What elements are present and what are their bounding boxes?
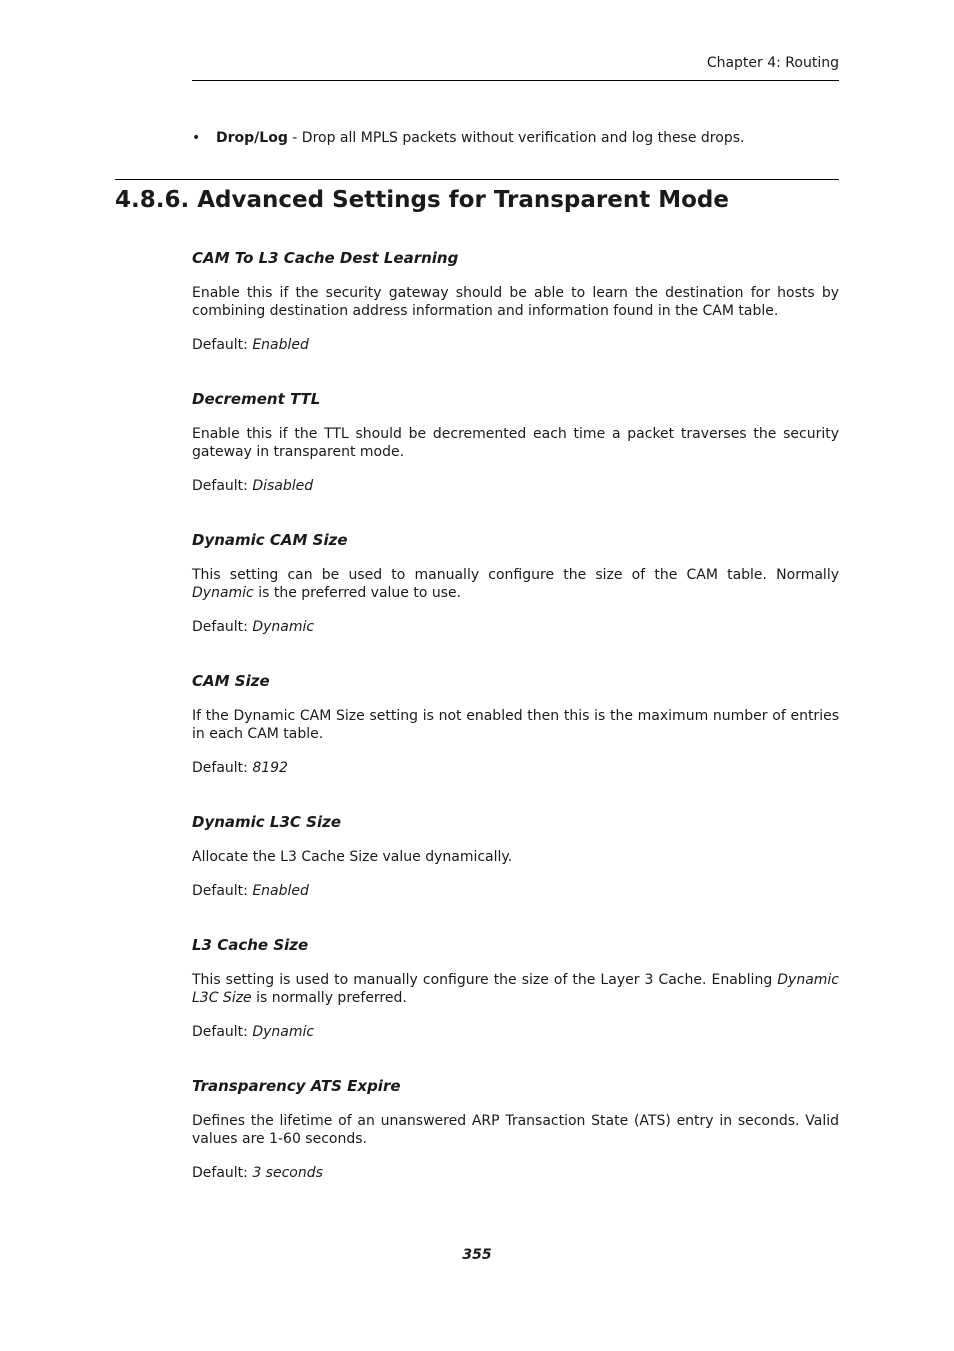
- bullet-text: - Drop all MPLS packets without verification and log these drops.: [287, 130, 745, 146]
- setting-description: Allocate the L3 Cache Size value dynamically.: [192, 849, 513, 865]
- setting-default: [192, 759, 839, 777]
- setting-decrement-ttl: [192, 388, 839, 529]
- setting-description: If the Dynamic CAM Size setting is not enabled then this is the maximum number of entries in each CAM table.: [192, 708, 839, 742]
- setting-transparency-ats-expire: [192, 1075, 839, 1216]
- setting-dynamic-l3c-size: [192, 811, 839, 934]
- default-label: Default:: [192, 619, 253, 635]
- description-text: is normally preferred.: [251, 990, 407, 1006]
- bullet-item: [192, 129, 839, 148]
- default-value: Enabled: [252, 337, 309, 353]
- setting-default: [192, 618, 839, 636]
- setting-cam-size: [192, 670, 839, 811]
- default-label: Default:: [192, 478, 253, 494]
- setting-cam-to-l3-cache-dest-learning: [192, 247, 839, 388]
- setting-description: Enable this if the security gateway should be able to learn the destination for hosts by combining destination address information and information found in the CAM table.: [192, 285, 839, 319]
- setting-title: Decrement TTL: [192, 390, 321, 408]
- description-emphasis: Dynamic L3C Size: [192, 972, 839, 1006]
- default-label: Default:: [192, 1024, 253, 1040]
- default-label: Default:: [192, 760, 253, 776]
- setting-description: [192, 566, 839, 602]
- page-number: 355: [462, 1247, 492, 1263]
- default-label: Default:: [192, 337, 253, 353]
- settings-list: [192, 247, 839, 1216]
- setting-l3-cache-size: [192, 934, 839, 1075]
- description-text: is the preferred value to use.: [253, 585, 462, 601]
- default-value: 3 seconds: [252, 1165, 323, 1181]
- setting-description: Enable this if the TTL should be decremented each time a packet traverses the security gateway in transparent mode.: [192, 426, 839, 460]
- default-value: Disabled: [252, 478, 314, 494]
- setting-description: [192, 971, 839, 1007]
- setting-title: Transparency ATS Expire: [192, 1077, 401, 1095]
- description-text: This setting can be used to manually configure the size of the CAM table. Normally: [192, 567, 839, 583]
- bullet-term: Drop/Log: [216, 130, 288, 146]
- setting-default: [192, 1164, 839, 1182]
- running-header: Chapter 4: Routing: [706, 55, 839, 71]
- section-title: 4.8.6. Advanced Settings for Transparent Mode: [115, 187, 729, 213]
- section-rule: [115, 179, 839, 180]
- default-label: Default:: [192, 1165, 253, 1181]
- header-rule: [192, 80, 839, 81]
- default-value: Dynamic: [252, 619, 315, 635]
- setting-title: L3 Cache Size: [192, 936, 309, 954]
- setting-title: CAM Size: [192, 672, 270, 690]
- setting-title: CAM To L3 Cache Dest Learning: [192, 249, 459, 267]
- setting-default: [192, 477, 839, 495]
- setting-dynamic-cam-size: [192, 529, 839, 670]
- default-value: Dynamic: [252, 1024, 315, 1040]
- setting-title: Dynamic CAM Size: [192, 531, 348, 549]
- setting-title: Dynamic L3C Size: [192, 813, 341, 831]
- default-value: 8192: [252, 760, 288, 776]
- default-label: Default:: [192, 883, 253, 899]
- setting-description: Defines the lifetime of an unanswered ARP Transaction State (ATS) entry in seconds. Valid values are 1-60 seconds.: [192, 1113, 839, 1147]
- bullet-dot: •: [192, 130, 201, 146]
- default-value: Enabled: [252, 883, 309, 899]
- description-text: This setting is used to manually configure the size of the Layer 3 Cache. Enabling: [192, 972, 778, 988]
- description-emphasis: Dynamic: [192, 585, 254, 601]
- setting-default: [192, 1023, 839, 1041]
- setting-default: [192, 336, 839, 354]
- setting-default: [192, 882, 839, 900]
